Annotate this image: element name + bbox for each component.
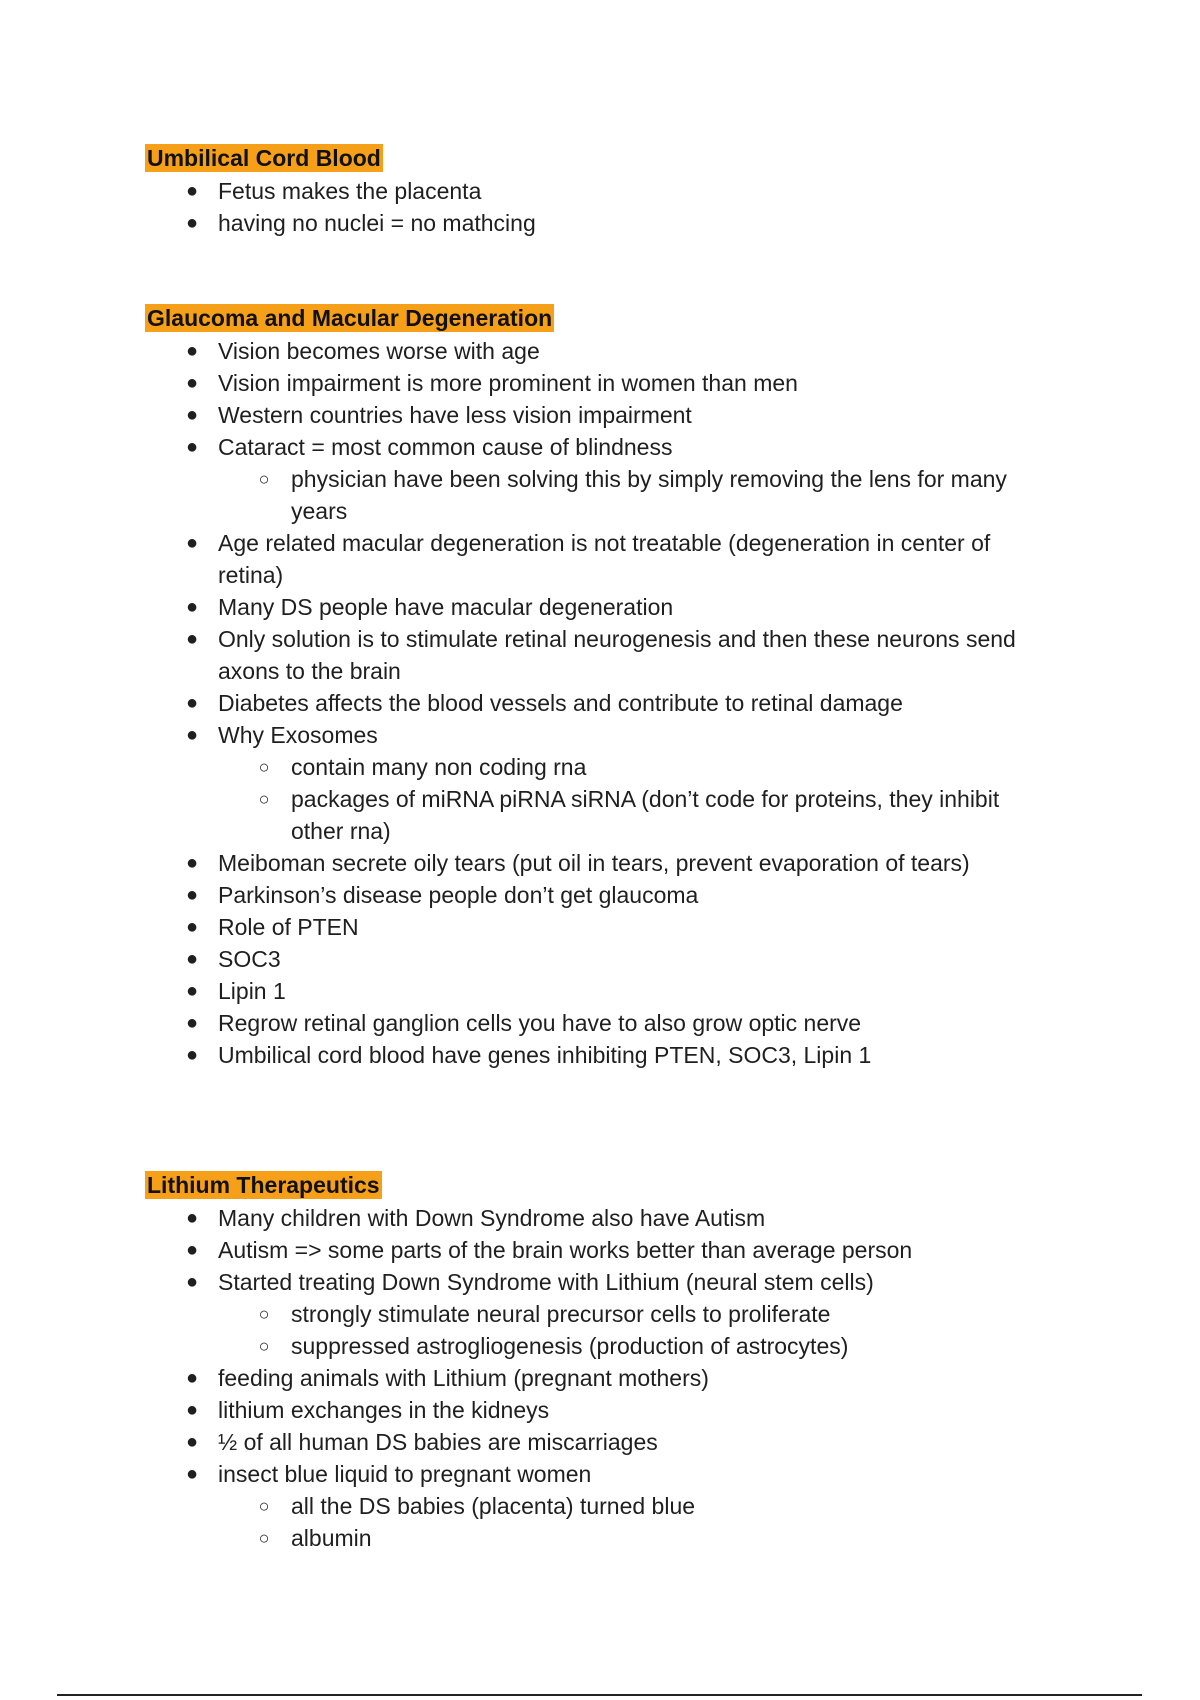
list-item: ● Fetus makes the placenta xyxy=(145,175,975,207)
list-item: ● SOC3 xyxy=(145,943,1045,975)
bullet-icon: ● xyxy=(185,1044,199,1066)
sub-list-item: ○ albumin xyxy=(218,1522,1045,1554)
bullet-icon: ● xyxy=(185,1012,199,1034)
bullet-icon: ● xyxy=(185,916,199,938)
section-lithium-therapeutics xyxy=(145,1171,1045,1554)
section-heading: Lithium Therapeutics xyxy=(147,1172,380,1198)
section-heading: Glaucoma and Macular Degeneration xyxy=(147,305,553,331)
section-glaucoma-macular-degeneration xyxy=(145,304,1045,1071)
bullet-icon: ● xyxy=(185,948,199,970)
list-item: ● lithium exchanges in the kidneys xyxy=(145,1394,1045,1426)
list-item: ● Umbilical cord blood have genes inhibiting PTEN, SOC3, Lipin 1 xyxy=(145,1039,1045,1071)
sub-bullet-icon: ○ xyxy=(258,1336,270,1356)
bullet-icon: ● xyxy=(185,180,199,202)
list-item: ● Role of PTEN xyxy=(145,911,1045,943)
bullet-icon: ● xyxy=(185,340,199,362)
bullet-icon: ● xyxy=(185,1207,199,1229)
list-item: ● Vision becomes worse with age xyxy=(145,335,1045,367)
bullet-list xyxy=(145,335,1045,1071)
bullet-icon: ● xyxy=(185,1367,199,1389)
list-item: ● Age related macular degeneration is not treatable (degeneration in center of retina) xyxy=(145,527,1045,591)
sub-list-item: ○ all the DS babies (placenta) turned blue xyxy=(218,1490,1045,1522)
sub-bullet-icon: ○ xyxy=(258,1304,270,1324)
bullet-icon: ● xyxy=(185,596,199,618)
sub-list-item: ○ physician have been solving this by simply removing the lens for many years xyxy=(218,463,1045,527)
sub-bullet-icon: ○ xyxy=(258,789,270,809)
list-item: ● Autism => some parts of the brain works better than average person xyxy=(145,1234,1045,1266)
list-item: ● Cataract = most common cause of blindness ○ physician have been solving this by simply removing the lens for many years xyxy=(145,431,1045,527)
list-item: ● Regrow retinal ganglion cells you have to also grow optic nerve xyxy=(145,1007,1045,1039)
sub-bullet-list xyxy=(218,751,1045,847)
bullet-icon: ● xyxy=(185,724,199,746)
list-item: ● insect blue liquid to pregnant women ○ all the DS babies (placenta) turned blue ○ albumin xyxy=(145,1458,1045,1554)
bullet-icon: ● xyxy=(185,1463,199,1485)
sub-bullet-list xyxy=(218,1490,1045,1554)
bullet-list xyxy=(145,175,975,239)
list-item: ● Western countries have less vision impairment xyxy=(145,399,1045,431)
bullet-icon: ● xyxy=(185,852,199,874)
bullet-icon: ● xyxy=(185,1271,199,1293)
sub-list-item: ○ strongly stimulate neural precursor cells to proliferate xyxy=(218,1298,1045,1330)
bullet-icon: ● xyxy=(185,884,199,906)
list-item: ● Diabetes affects the blood vessels and contribute to retinal damage xyxy=(145,687,1045,719)
section-heading: Umbilical Cord Blood xyxy=(147,145,381,171)
list-item: ● Started treating Down Syndrome with Lithium (neural stem cells) ○ strongly stimulate neural precursor cells to proliferate ○ suppressed astrogliogenesis (production of astrocytes) xyxy=(145,1266,1045,1362)
bullet-icon: ● xyxy=(185,628,199,650)
bullet-icon: ● xyxy=(185,212,199,234)
list-item: ● Why Exosomes ○ contain many non coding rna ○ packages of miRNA piRNA siRNA (don’t code for proteins, they inhibit other rna) xyxy=(145,719,1045,847)
bullet-icon: ● xyxy=(185,1399,199,1421)
bullet-icon: ● xyxy=(185,404,199,426)
bullet-icon: ● xyxy=(185,692,199,714)
sub-list-item: ○ packages of miRNA piRNA siRNA (don’t code for proteins, they inhibit other rna) xyxy=(218,783,1045,847)
sub-bullet-list xyxy=(218,463,1045,527)
sub-bullet-list xyxy=(218,1298,1045,1362)
sub-list-item: ○ suppressed astrogliogenesis (production of astrocytes) xyxy=(218,1330,1045,1362)
bullet-list xyxy=(145,1202,1045,1554)
bullet-icon: ● xyxy=(185,1431,199,1453)
sub-list-item: ○ contain many non coding rna xyxy=(218,751,1045,783)
list-item: ● Parkinson’s disease people don’t get glaucoma xyxy=(145,879,1045,911)
bullet-icon: ● xyxy=(185,980,199,1002)
sub-bullet-icon: ○ xyxy=(258,757,270,777)
bullet-icon: ● xyxy=(185,532,199,554)
bullet-icon: ● xyxy=(185,436,199,458)
bullet-icon: ● xyxy=(185,372,199,394)
list-item: ● having no nuclei = no mathcing xyxy=(145,207,975,239)
list-item: ● Lipin 1 xyxy=(145,975,1045,1007)
sub-bullet-icon: ○ xyxy=(258,1528,270,1548)
list-item: ● Many children with Down Syndrome also have Autism xyxy=(145,1202,1045,1234)
list-item: ● ½ of all human DS babies are miscarriages xyxy=(145,1426,1045,1458)
sub-bullet-icon: ○ xyxy=(258,469,270,489)
section-umbilical-cord-blood xyxy=(145,144,975,239)
list-item: ● Many DS people have macular degeneration xyxy=(145,591,1045,623)
list-item: ● Vision impairment is more prominent in women than men xyxy=(145,367,1045,399)
list-item: ● Meiboman secrete oily tears (put oil in tears, prevent evaporation of tears) xyxy=(145,847,1045,879)
list-item: ● Only solution is to stimulate retinal neurogenesis and then these neurons send axons to the brain xyxy=(145,623,1045,687)
bottom-divider xyxy=(57,1694,1142,1696)
bullet-icon: ● xyxy=(185,1239,199,1261)
list-item: ● feeding animals with Lithium (pregnant mothers) xyxy=(145,1362,1045,1394)
sub-bullet-icon: ○ xyxy=(258,1496,270,1516)
